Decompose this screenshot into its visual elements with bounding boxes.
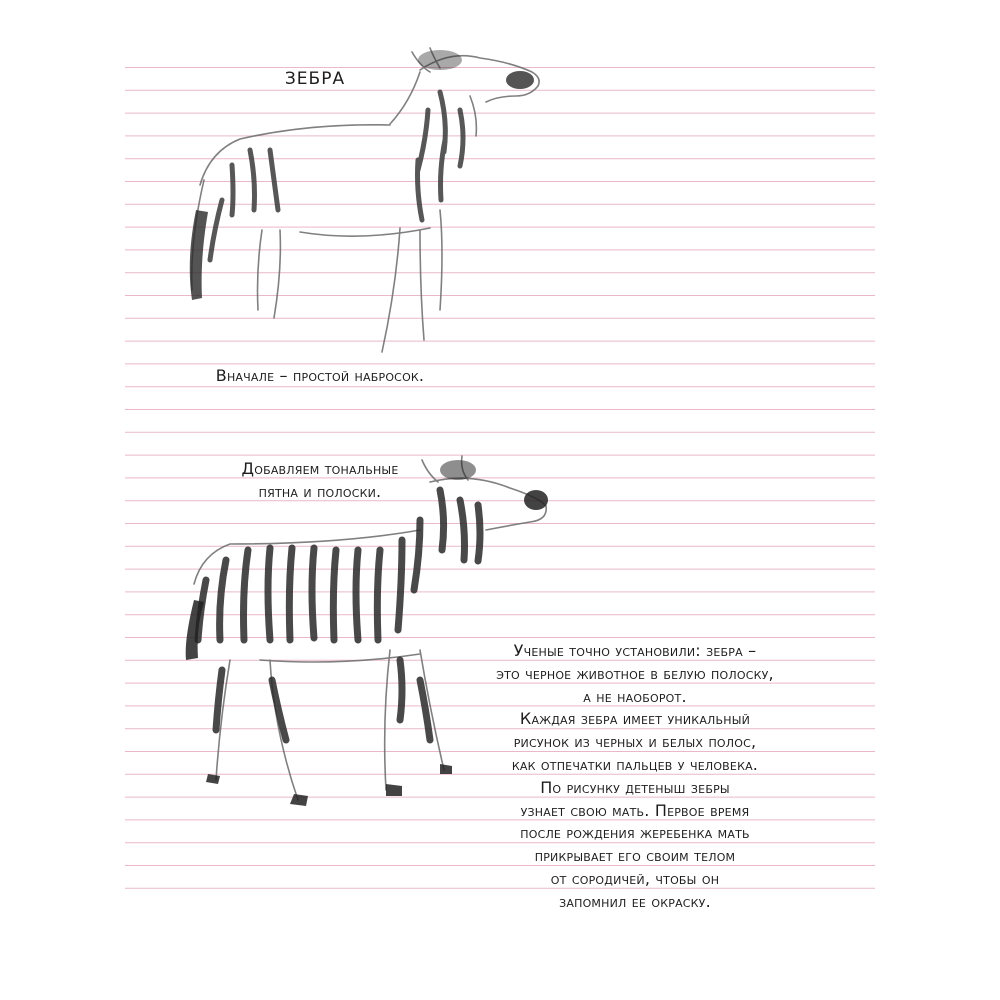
- fact-line: это черное животное в белую полоску,: [496, 663, 774, 683]
- page-title: ЗЕБРА: [284, 69, 346, 89]
- fact-line: а не наоборот.: [583, 686, 687, 706]
- fact-line: от сородичей, чтобы он: [550, 868, 720, 888]
- fact-line: узнает свою мать. Первое время: [520, 800, 750, 820]
- caption-line: пятна и полоски.: [258, 481, 382, 501]
- fact-line: Ученые точно установили: зебра –: [513, 641, 757, 660]
- fact-line: как отпечатки пальцев у человека.: [511, 754, 759, 774]
- caption-simple-sketch: Вначале – простой набросок.: [215, 366, 425, 385]
- fact-line: прикрывает его своим телом: [534, 846, 736, 866]
- caption-tones-stripes: [210, 458, 430, 504]
- fact-line: запомнил ее окраску.: [559, 891, 711, 911]
- caption-line: Добавляем тональные: [241, 459, 399, 478]
- fact-line: после рождения жеребенка мать: [520, 823, 750, 843]
- zebra-fact-text: [470, 640, 800, 914]
- fact-line: По рисунку детеныш зебры: [540, 777, 730, 797]
- fact-line: Каждая зебра имеет уникальный: [519, 709, 751, 729]
- fact-line: рисунок из черных и белых полос,: [513, 732, 757, 752]
